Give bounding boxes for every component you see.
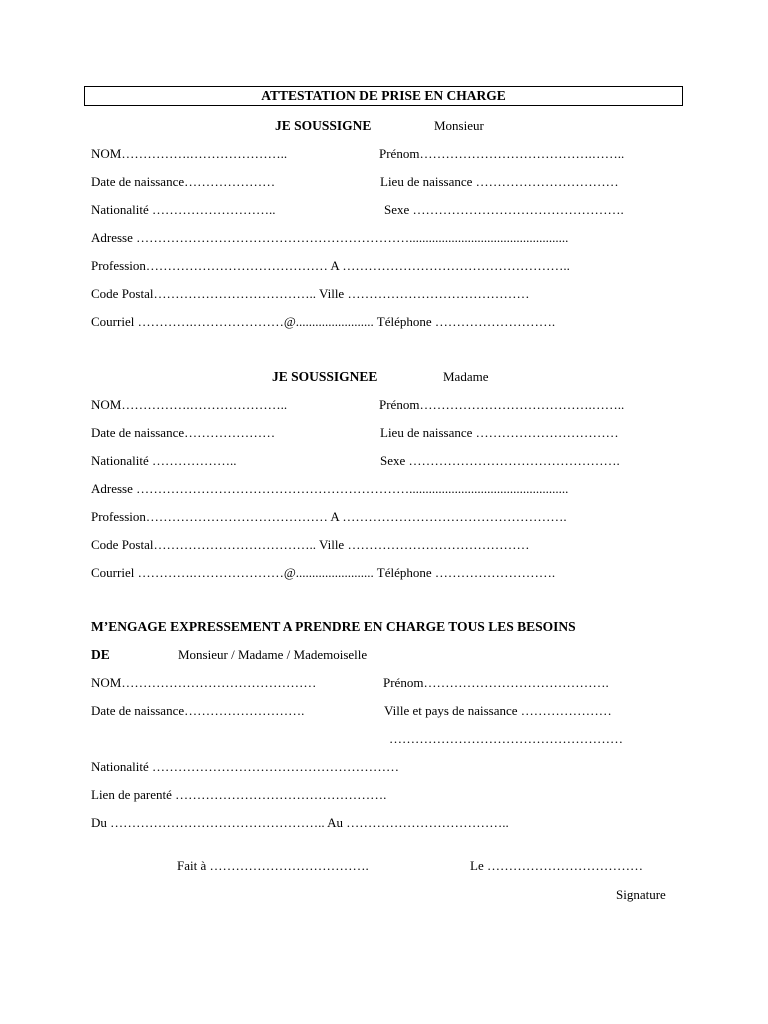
beneficiary-birthdate-field[interactable]: Date de naissance……………………….	[91, 703, 305, 718]
sponsor2-nom-field[interactable]: NOM…………….…………………..	[91, 397, 288, 412]
sponsor2-heading: JE SOUSSIGNEE	[272, 369, 378, 384]
sponsor2-address-field[interactable]: Adresse ……………………………………………………….................................................	[91, 481, 569, 496]
sponsor2-nationality-field[interactable]: Nationalité ………………..	[91, 453, 237, 468]
beneficiary-prenom-field[interactable]: Prénom…………………………………….	[383, 675, 609, 690]
sponsor1-heading: JE SOUSSIGNE	[275, 118, 372, 133]
sponsor1-birthdate-field[interactable]: Date de naissance…………………	[91, 174, 276, 189]
beneficiary-relationship-field[interactable]: Lien de parenté ………………………………………….	[91, 787, 387, 802]
sponsor2-profession-field[interactable]: Profession…………………………………… A …………………………………………….	[91, 509, 567, 524]
sponsor1-email-phone-field[interactable]: Courriel ………….…………………@........................ Téléphone ……………………….	[91, 314, 556, 329]
beneficiary-nom-field[interactable]: NOM………………………………………	[91, 675, 317, 690]
beneficiary-civility-options: Monsieur / Madame / Mademoiselle	[178, 647, 368, 662]
sponsor2-postal-city-field[interactable]: Code Postal……………………………….. Ville ……………………………………	[91, 537, 530, 552]
beneficiary-birthplace-field[interactable]: Ville et pays de naissance …………………	[384, 703, 612, 718]
sponsor2-birthdate-field[interactable]: Date de naissance…………………	[91, 425, 276, 440]
sponsor1-nationality-field[interactable]: Nationalité ………………………..	[91, 202, 276, 217]
sponsor2-email-phone-field[interactable]: Courriel ………….…………………@........................ Téléphone ……………………….	[91, 565, 556, 580]
sponsor2-prenom-field[interactable]: Prénom………………………………….……..	[379, 397, 625, 412]
sponsor2-sex-field[interactable]: Sexe ………………………………………….	[380, 453, 620, 468]
sponsor2-birthplace-field[interactable]: Lieu de naissance ……………………………	[380, 425, 619, 440]
sponsor1-birthplace-field[interactable]: Lieu de naissance ……………………………	[380, 174, 619, 189]
beneficiary-period-field[interactable]: Du ………………………………………….. Au ………………………………..	[91, 815, 509, 830]
sponsor1-civility: Monsieur	[434, 118, 484, 133]
document-title: ATTESTATION DE PRISE EN CHARGE	[84, 86, 683, 106]
sponsor1-profession-field[interactable]: Profession…………………………………… A ……………………………………………..	[91, 258, 570, 273]
sponsor1-address-field[interactable]: Adresse ……………………………………………………….................................................	[91, 230, 569, 245]
date-field[interactable]: Le ………………………………	[470, 858, 643, 873]
beneficiary-birthplace-continuation[interactable]: ………………………………………………	[389, 731, 623, 746]
signature-label: Signature	[616, 887, 666, 902]
beneficiary-nationality-field[interactable]: Nationalité …………………………………………………	[91, 759, 400, 774]
sponsor1-nom-field[interactable]: NOM…………….…………………..	[91, 146, 288, 161]
fait-a-field[interactable]: Fait à ……………………………….	[177, 858, 369, 873]
sponsor2-civility: Madame	[443, 369, 489, 384]
sponsor1-sex-field[interactable]: Sexe ………………………………………….	[384, 202, 624, 217]
engagement-statement: M’ENGAGE EXPRESSEMENT A PRENDRE EN CHARGE TOUS LES BESOINS	[91, 619, 576, 634]
sponsor1-postal-city-field[interactable]: Code Postal……………………………….. Ville ……………………………………	[91, 286, 530, 301]
sponsor1-prenom-field[interactable]: Prénom………………………………….……..	[379, 146, 625, 161]
engagement-de-label: DE	[91, 647, 110, 662]
